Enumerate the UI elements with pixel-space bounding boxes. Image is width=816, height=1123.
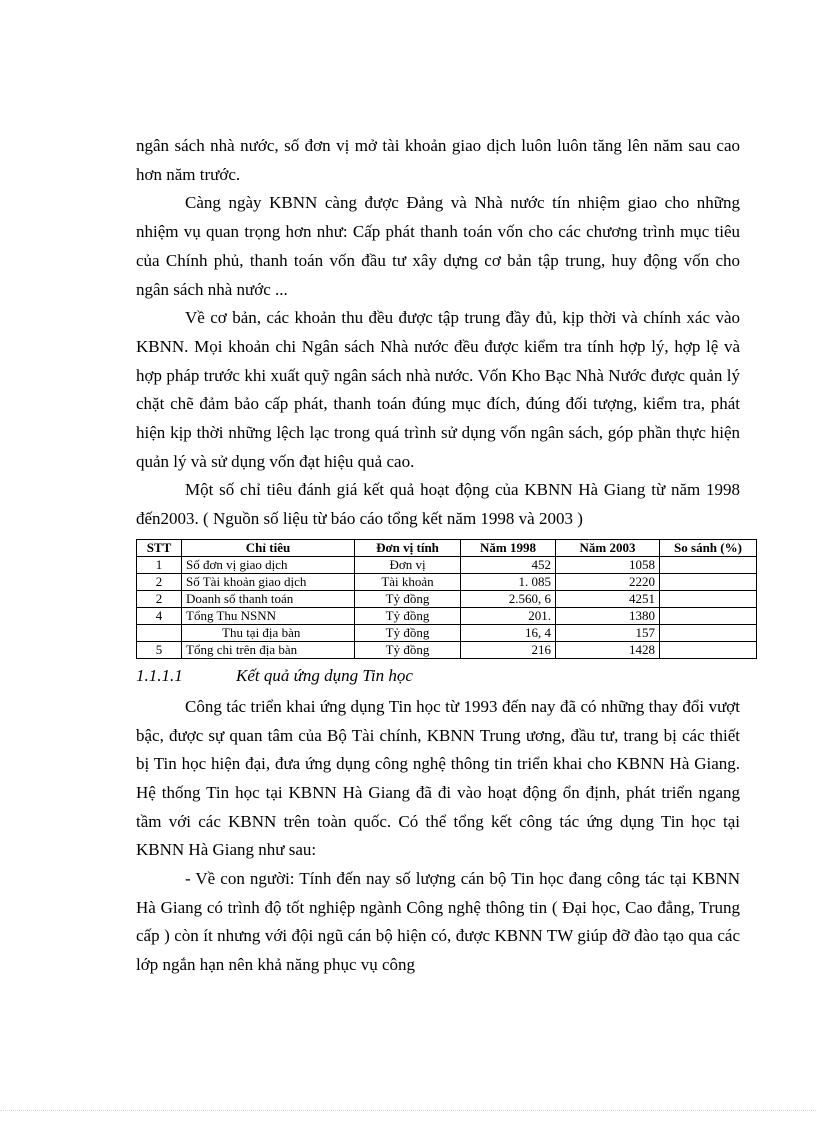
cell-compare [660,607,757,624]
cell-1998: 1. 085 [461,573,556,590]
cell-2003: 1058 [556,556,660,573]
cell-1998: 452 [461,556,556,573]
document-page [136,132,740,980]
header-cell: Năm 2003 [556,539,660,556]
table-row [137,590,757,607]
cell-stt: 1 [137,556,182,573]
cell-1998: 16, 4 [461,624,556,641]
header-cell: STT [137,539,182,556]
header-cell: Chỉ tiêu [182,539,355,556]
table-row [137,556,757,573]
cell-1998: 216 [461,641,556,658]
cell-2003: 4251 [556,590,660,607]
cell-2003: 2220 [556,573,660,590]
cell-compare [660,590,757,607]
paragraph: ngân sách nhà nước, số đơn vị mở tài khoản giao dịch luôn luôn tăng lên năm sau cao hơn năm trước. [136,136,740,184]
cell-unit: Tỷ đồng [355,641,461,658]
section-number: 1.1.1.1 [136,665,183,685]
cell-stt: 2 [137,573,182,590]
section-title: Kết quả ứng dụng Tin học [236,665,413,685]
cell-unit: Tỷ đồng [355,590,461,607]
cell-stt: 5 [137,641,182,658]
cell-compare [660,573,757,590]
paragraph: Công tác triển khai ứng dụng Tin học từ 1993 đến nay đã có những thay đổi vượt bậc, được sự quan tâm của Bộ Tài chính, KBNN Trung ương, đầu tư, trang bị các thiết bị Tin học hiện đại, đưa ứng dụng công nghệ thông tin triển khai cho KBNN Hà Giang. Hệ thống Tin học tại KBNN Hà Giang đã đi vào hoạt động ổn định, phát triển ngang tầm với các KBNN trên toàn quốc. Có thể tổng kết công tác ứng dụng Tin học tại KBNN Hà Giang như sau: [136,696,740,860]
cell-2003: 1428 [556,641,660,658]
cell-indicator: Số đơn vị giao dịch [182,556,355,573]
table-row [137,607,757,624]
table-row [137,573,757,590]
cell-1998: 201. [461,607,556,624]
section-heading [136,662,740,690]
header-cell: So sánh (%) [660,539,757,556]
cell-2003: 157 [556,624,660,641]
cell-unit: Tỷ đồng [355,624,461,641]
cell-stt: 2 [137,590,182,607]
cell-unit: Tài khoản [355,573,461,590]
cell-2003: 1380 [556,607,660,624]
cell-indicator: Tổng chi trên địa bàn [182,641,355,658]
cell-stt [137,624,182,641]
paragraph: Về cơ bản, các khoản thu đều được tập trung đầy đủ, kịp thời và chính xác vào KBNN. Mọi khoản chi Ngân sách Nhà nước đều được kiểm tra tính hợp lý, hợp lệ và hợp pháp trước khi xuất quỹ ngân sách nhà nước. Vốn Kho Bạc Nhà Nước được quản lý chặt chẽ đảm bảo cấp phát, thanh toán đúng mục đích, đúng đối tượng, kiểm tra, phát hiện kịp thời những lệch lạc trong quá trình sử dụng vốn ngân sách, góp phần thực hiện quản lý và sử dụng vốn đạt hiệu quả cao. [136,308,740,471]
cell-compare [660,641,757,658]
cell-indicator: Doanh số thanh toán [182,590,355,607]
paragraph: - Về con người: Tính đến nay số lượng cán bộ Tin học đang công tác tại KBNN Hà Giang có trình độ tốt nghiệp ngành Công nghệ thông tin ( Đại học, Cao đẳng, Trung cấp ) còn ít nhưng với đội ngũ cán bộ hiện có, được KBNN TW giúp đỡ đào tạo qua các lớp ngắn hạn nên khả năng phục vụ công [136,869,740,975]
table-header-row [137,539,757,556]
cell-unit: Tỷ đồng [355,607,461,624]
cell-unit: Đơn vị [355,556,461,573]
cell-indicator: Số Tài khoản giao dịch [182,573,355,590]
table-row [137,641,757,658]
cell-1998: 2.560, 6 [461,590,556,607]
header-cell: Năm 1998 [461,539,556,556]
statistics-table [136,539,757,659]
header-cell: Đơn vị tính [355,539,461,556]
cell-indicator: Tổng Thu NSNN [182,607,355,624]
cell-indicator: Thu tại địa bàn [182,624,355,641]
table-row [137,624,757,641]
cell-stt: 4 [137,607,182,624]
paragraph: Càng ngày KBNN càng được Đảng và Nhà nước tín nhiệm giao cho những nhiệm vụ quan trọng hơn như: Cấp phát thanh toán vốn cho các chương trình mục tiêu của Chính phủ, thanh toán vốn đầu tư xây dựng cơ bản tập trung, huy động vốn cho ngân sách nhà nước ... [136,193,740,299]
paragraph: Một số chỉ tiêu đánh giá kết quả hoạt động của KBNN Hà Giang từ năm 1998 đến2003. ( Nguồn số liệu từ báo cáo tổng kết năm 1998 và 2003 ) [136,480,740,529]
cell-compare [660,624,757,641]
cell-compare [660,556,757,573]
page-bottom-divider [0,1110,816,1111]
